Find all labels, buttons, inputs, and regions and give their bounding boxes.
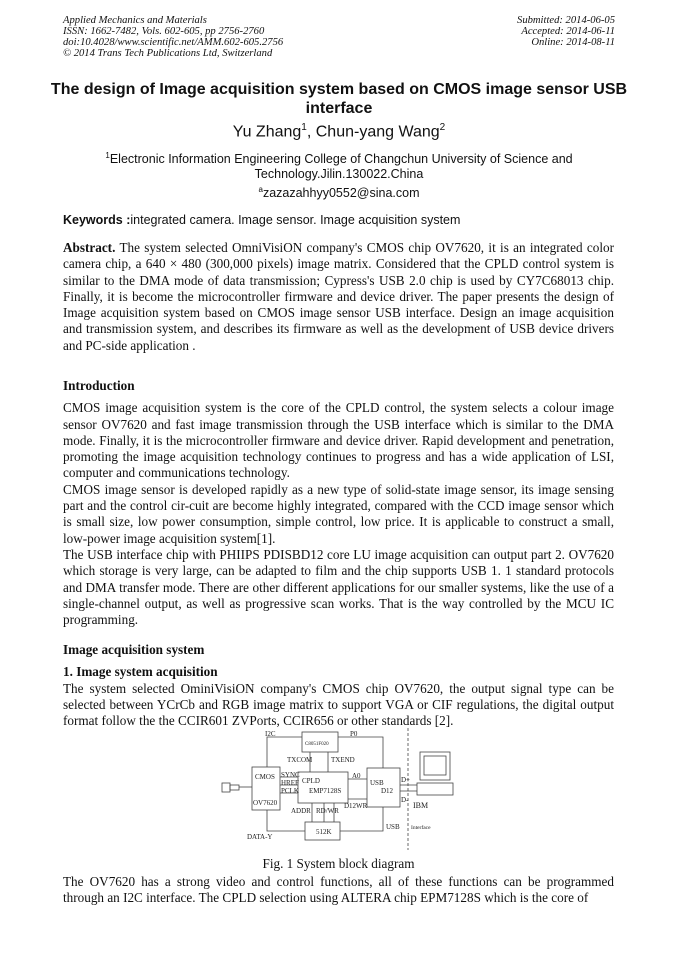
section-heading: Image acquisition system: [63, 642, 205, 657]
paragraph: The system selected OminiVisiON company's CMOS chip OV7620, the output signal type can be selected between YCrCb and RGB image matrix to support VGA or CIF regulations, the digital output format follow the the CCIR601 ZVPorts, CCIR656 or other standards [2].: [63, 680, 614, 729]
label-dplus: D+: [401, 776, 411, 784]
label-txcom: TXCOM: [287, 756, 313, 764]
keywords-label: Keywords :: [63, 213, 131, 227]
section-heading: Introduction: [63, 378, 135, 393]
label-dminus: D-: [401, 796, 409, 804]
label-sync: SYNC: [281, 771, 300, 779]
paragraph: CMOS image acquisition system is the core of the CPLD control, the system selects a colour image sensor OV7620 and fast image transmission through the USB interface which is similar to the DMA mode. Finally, it is the microcontroller firmware and device driver. Rapid development and penetration, promoting the image acquisition technology continues to progress and has a wide application of LSI, computer and communications technology.: [63, 400, 614, 481]
copyright: © 2014 Trans Tech Publications Ltd, Switzerland: [63, 48, 273, 59]
email-sup: a: [258, 185, 263, 195]
label-emp7128s: EMP7128S: [309, 787, 342, 795]
issn: ISSN: 1662-7482, Vols. 602-605, pp 2756-2760: [63, 26, 265, 37]
introduction-section: [63, 378, 614, 628]
author-sup: 1: [301, 122, 307, 133]
author-name: Chun-yang Wang: [315, 123, 440, 141]
label-cpld: CPLD: [302, 777, 320, 785]
journal-info: [63, 15, 283, 59]
paragraph: [63, 874, 614, 907]
keywords: [63, 213, 460, 227]
figure-caption: Fig. 1 System block diagram: [262, 856, 415, 871]
label-usb: USB: [370, 779, 384, 787]
submitted-date: Submitted: 2014-06-05: [517, 15, 615, 26]
paragraph-text: The OV7620 has a strong video and control functions, all of these functions can be programmed through an I2C interface. The CPLD selection using ALTERA chip EPM7128S which is the core of: [63, 874, 614, 906]
label-addr: ADDR: [291, 807, 311, 815]
label-data-y: DATA-Y: [247, 833, 273, 841]
label-ov7620: OV7620: [253, 799, 278, 807]
affiliation-text: Electronic Information Engineering College of Changchun University of Science and Technology.Jilin.130022.China: [109, 152, 573, 182]
abstract-text: The system selected OmniVisiON company's CMOS chip OV7620, it is an integrated color camera chip, a 640 × 480 (300,000 pixels) image matrix. Considered that the CPLD control system is similar to the DMA mode of data transmission; Cypress's USB 2.0 chip is used by CY7C68013 chip. Finally, it is become the microcontroller firmware and device driver. The paper presents the design of Image acquisition system based on CMOS image sensor USB interface. Design an image acquisition and transmission system, and describes its firmware as well as the development of USB device drivers and PC-side application .: [63, 240, 615, 353]
email: zazazahhyy0552@sina.com: [262, 186, 420, 201]
label-512k: 512K: [316, 828, 332, 836]
abstract-label: Abstract.: [63, 240, 116, 255]
label-a0: A0: [352, 772, 361, 780]
label-ibm: IBM: [413, 801, 429, 810]
affiliation-sup: 1: [105, 151, 110, 160]
author-name: Yu Zhang: [232, 123, 302, 141]
authors: Yu Zhang$^1$, Chun-yang Wang$^2$: [232, 122, 446, 141]
paragraph: The USB interface chip with PHIIPS PDISBD12 core LU image acquisition can output part 2. OV7620 which storage is very large, can be adapted to film and the chip supports USB 1. 1 standard protocols and DMA transfer mode. There are other different applications for our smaller systems, like the use of a single-channel output, as well as progressive scan works. That is the way controlled by the MCU IC programming.: [63, 546, 614, 628]
label-interface: Interface: [411, 825, 431, 831]
abstract: [63, 240, 614, 354]
label-rdwr: RD/WR: [316, 807, 339, 815]
online-date: Online: 2014-08-11: [531, 37, 615, 48]
image-acquisition-section: [63, 642, 614, 729]
camera-icon: [222, 783, 230, 792]
label-pclk: PCLK: [281, 787, 299, 795]
system-block-diagram: [220, 725, 460, 855]
journal-name: Applied Mechanics and Materials: [63, 15, 207, 26]
accepted-date: Accepted: 2014-06-11: [521, 26, 615, 37]
label-p0: P0: [350, 730, 358, 738]
affiliation: [40, 148, 638, 201]
paper-title: The design of Image acquisition system based on CMOS image sensor USB interface: [50, 81, 628, 117]
label-usb-interface: USB: [386, 823, 400, 831]
paragraph: CMOS image sensor is developed rapidly as a new type of solid-state image sensor, its image sensing part and the control cir-cuit are become highly integrated, compared with the CCD image sensor which is small size, low power consumption, simple control, low price. It is applicable to construct a small, low-power image acquisition system[1].: [63, 481, 614, 546]
label-href: HREF: [281, 779, 299, 787]
author-sup: 2: [439, 122, 446, 133]
dates: [517, 15, 615, 48]
label-d12wr: D12WR: [344, 802, 368, 810]
label-txend: TXEND: [331, 756, 355, 764]
keywords-text: integrated camera. Image sensor. Image acquisition system: [130, 213, 461, 227]
label-i2c: I2C: [265, 730, 276, 738]
subsection-heading: 1. Image system acquisition: [63, 664, 218, 680]
doi: doi:10.4028/www.scientific.net/AMM.602-605.2756: [63, 37, 284, 48]
label-mcu: C8051F020: [305, 742, 329, 747]
label-cmos: CMOS: [255, 773, 275, 781]
label-d12: D12: [381, 787, 394, 795]
